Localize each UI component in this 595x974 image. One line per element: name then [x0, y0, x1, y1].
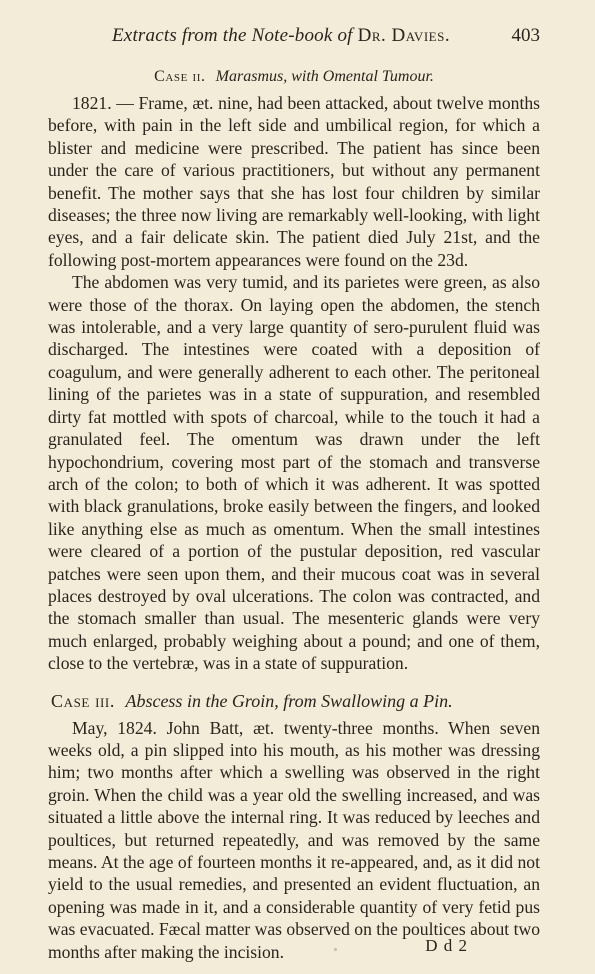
case-3-title: Abscess in the Groin, from Swallowing a Pin.	[125, 690, 453, 711]
case-3-heading	[48, 689, 540, 713]
running-title	[112, 22, 450, 50]
case-2-title: Marasmus, with Omental Tumour.	[215, 68, 434, 85]
running-title-author: Dr. Davies.	[357, 25, 451, 46]
running-head	[48, 22, 540, 50]
case-2-heading	[48, 66, 540, 88]
paper-speck	[334, 948, 337, 951]
page-footer	[48, 936, 540, 960]
case-2-paragraph-2: The abdomen was very tumid, and its parietes were green, as also were those of the thorax. On laying open the abdomen, the stench was intolerable, and a very large quantity of sero-purulent fluid was discharged. The intestines were coated with a deposition of coagulum, and were generally adherent to each other. The peritoneal lining of the parietes was in a state of suppuration, and resembled dirty fat mottled with spots of charcoal, while to the touch it had a granulated feel. The omentum was drawn under the left hypochondrium, covering most part of the stomach and transverse arch of the colon; to both of which it was adherent. It was spotted with black granulations, broke easily between the fingers, and looked like anything else as much as omentum. When the small intestines were cleared of a portion of the pustular deposition, red vascular patches were seen upon them, and their mucous coat was in several places destroyed by oval ulcerations. The colon was contracted, and the stomach smaller than usual. The mesenteric glands were very much enlarged, probably weighing about a pound; and one of them, close to the vertebræ, was in a state of suppuration.	[48, 272, 540, 674]
case-2-paragraph-1: 1821. — Frame, æt. nine, had been attacked, about twelve months before, with pain in the left side and umbilical region, for which a blister and medicine were prescribed. The patient has since been under the care of various practitioners, but without any permanent benefit. The mother says that she has lost four children by similar diseases; the three now living are remarkably well-looking, with light eyes, and a fair delicate skin. The patient died July 21st, and the following post-mortem appearances were found on the 23d.	[48, 93, 540, 270]
page	[48, 22, 540, 963]
case-3-label: Case iii.	[51, 690, 115, 711]
page-number: 403	[511, 25, 540, 46]
running-title-text: Extracts from the Note-book of	[112, 25, 353, 46]
case-3-paragraph-1: May, 1824. John Batt, æt. twenty-three months. When seven weeks old, a pin slipped into his mouth, as his mother was dressing him; two months after which a swelling was observed in the right groin. When the child was a year old the swelling increased, and was situated a little above the internal ring. It was reduced by leeches and poultices, but returned repeatedly, and was removed by the same means. At the age of fourteen months it re-appeared, and, as it did not yield to the usual remedies, and presented an evident fluctuation, an opening was made in it, and a considerable quantity of very fetid pus was evacuated. Fæcal matter was observed on the poultices about two months after making the incision.	[48, 717, 540, 962]
case-2-label: Case ii.	[154, 68, 206, 85]
signature-mark: D d 2	[425, 936, 468, 955]
